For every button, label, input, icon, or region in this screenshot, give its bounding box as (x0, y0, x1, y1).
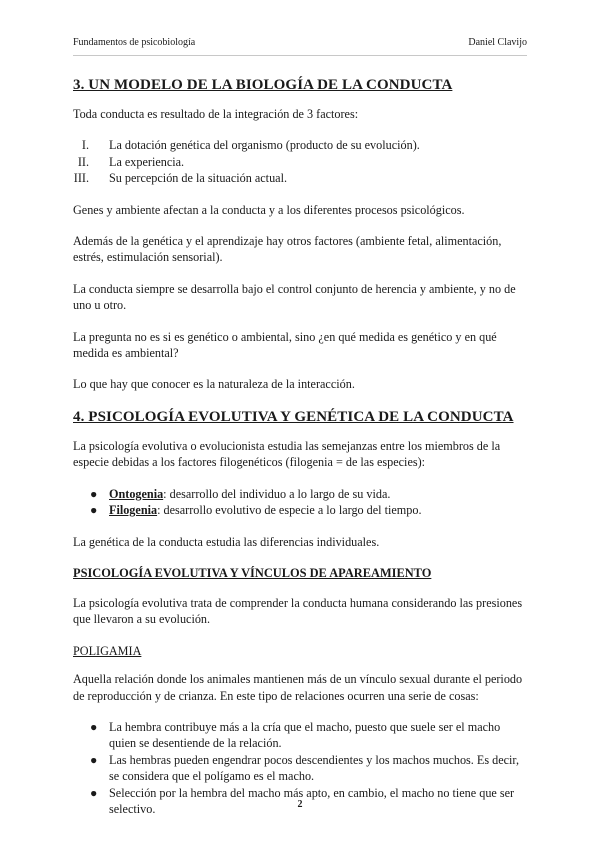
paragraph: La conducta siempre se desarrolla bajo el control conjunto de herencia y ambiente, y no de uno u otro. (73, 281, 516, 313)
list-item-text: Selección por la hembra del macho más apto, en cambio, el macho no tiene que ser selectivo. (109, 785, 515, 816)
list-item-text: Las hembras pueden engendrar pocos descendientes y los machos muchos. Es decir, se considera que el polígamo es el macho. (109, 752, 520, 784)
factor-item (73, 137, 525, 153)
page-header (73, 33, 527, 56)
list-item-text: La hembra contribuye más a la cría que el macho, puesto que suele ser el macho quien se desentiende de la relación. (109, 719, 501, 751)
poligamia-intro: Aquella relación donde los animales mantienen más de un vínculo sexual durante el periodo de reproducción y de crianza. En este tipo de relaciones ocurren una serie de cosas: (73, 672, 523, 703)
paragraph: Lo que hay que conocer es la naturaleza de la interacción. (73, 377, 355, 392)
section-3-intro: Toda conducta es resultado de la integración de 3 factores: (73, 107, 359, 121)
factor-item (73, 154, 525, 170)
factor-item (73, 170, 525, 186)
section-4-intro: La psicología evolutiva o evolucionista estudia las semejanzas entre los miembros de la especie debidas a los factores filogenéticos (filogenia = de las especies): (73, 438, 501, 470)
section-3-title: 3. UN MODELO DE LA BIOLOGÍA DE LA CONDUCTA (73, 77, 453, 93)
bullet-icon: ● (90, 503, 98, 518)
section-4-title: 4. PSICOLOGÍA EVOLUTIVA Y GENÉTICA DE LA CONDUCTA (73, 408, 514, 425)
factor-text: La dotación genética del organismo (producto de su evolución). (109, 138, 420, 153)
factors-list (73, 137, 525, 186)
term-definition: : desarrollo del individuo a lo largo de su vida. (163, 486, 391, 501)
term-name: Filogenia (109, 503, 158, 518)
header-course-title: Fundamentos de psicobiología (73, 37, 196, 48)
bullet-icon: ● (90, 486, 98, 501)
term-item (73, 486, 525, 502)
term-name: Ontogenia (109, 486, 164, 501)
bullet-icon: ● (90, 785, 98, 800)
factor-text: Su percepción de la situación actual. (109, 171, 288, 186)
list-item (73, 719, 525, 752)
factor-text: La experiencia. (109, 154, 185, 169)
term-item (73, 502, 525, 518)
section-4-closing: La genética de la conducta estudia las diferencias individuales. (73, 534, 380, 549)
document-body (73, 76, 525, 832)
page-number: 2 (297, 799, 303, 810)
paragraph: Además de la genética y el aprendizaje hay otros factores (ambiente fetal, alimentación, estrés, estimulación sensorial). (73, 234, 502, 265)
list-item (73, 752, 525, 785)
paragraph: La pregunta no es si es genético o ambiental, sino ¿en qué medida es genético y en qué medida es ambiental? (73, 329, 497, 361)
paragraph: Genes y ambiente afectan a la conducta y a los diferentes procesos psicológicos. (73, 202, 465, 217)
subsection-intro: La psicología evolutiva trata de comprender la conducta humana considerando las presiones que llevaron a su evolución. (73, 595, 523, 627)
term-definition: : desarrollo evolutivo de especie a lo largo del tiempo. (157, 503, 422, 518)
header-author: Daniel Clavijo (468, 37, 527, 48)
bullet-icon: ● (90, 752, 98, 767)
factor-number: III. (73, 171, 89, 186)
subsection-title: PSICOLOGÍA EVOLUTIVA Y VÍNCULOS DE APAREAMIENTO (73, 565, 432, 580)
factor-number: I. (81, 138, 89, 153)
terms-list (73, 486, 525, 519)
poligamia-heading: POLIGAMIA (73, 643, 142, 658)
factor-number: II. (77, 154, 89, 169)
bullet-icon: ● (90, 719, 98, 734)
